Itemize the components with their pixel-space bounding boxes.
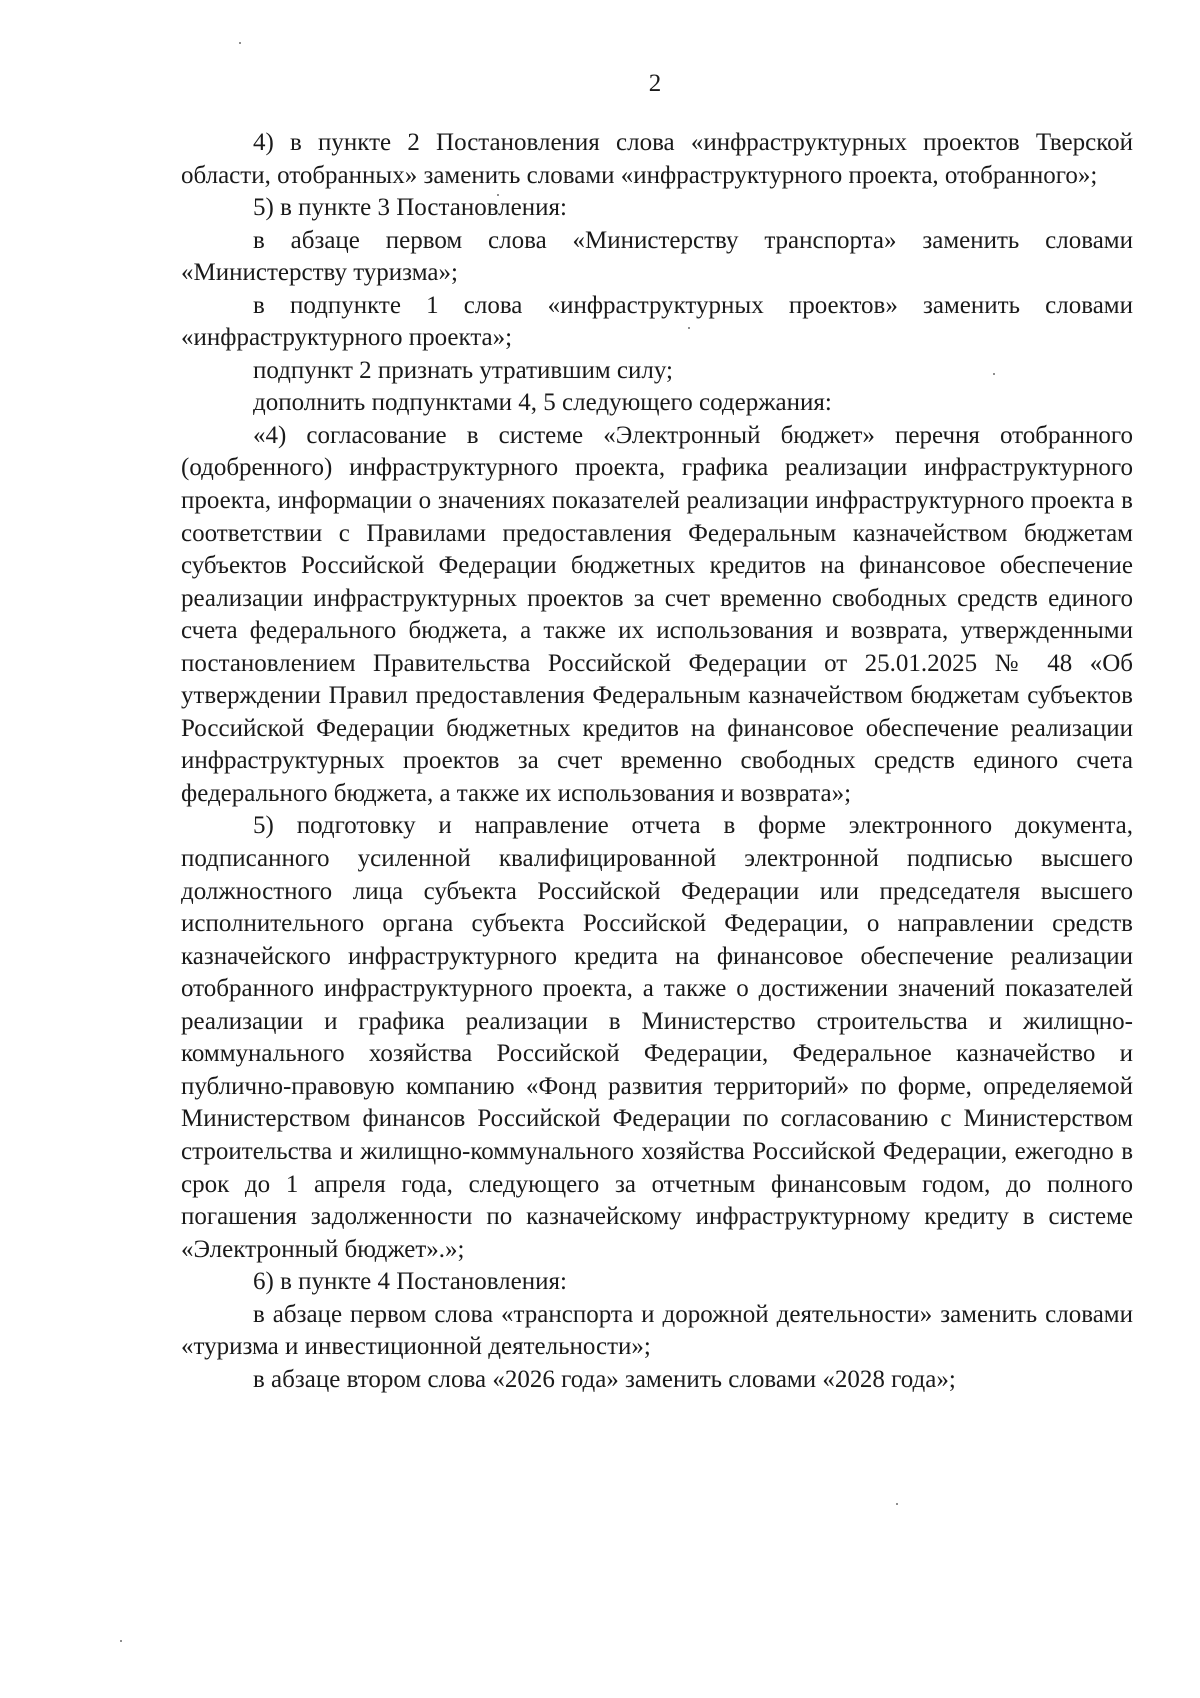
scan-speck: [239, 42, 241, 44]
page-number: 2: [648, 70, 662, 97]
document-body: [181, 127, 1133, 1396]
scan-speck: [896, 1503, 898, 1505]
paragraph-new-subitem-5: 5) подготовку и направление отчета в форме электронного документа, подписанного усиленной квалифицированной электронной подписью высшего должностного лица субъекта Российской Федерации или председателя высшего исполнительного органа субъекта Российской Федерации, о направлении средств казначейского инфраструктурного кредита на финансовое обеспечение реализации отобранного инфраструктурного проекта, а также о достижении значений показателей реализации и графика реализации в Министерство строительства и жилищно-коммунального хозяйства Российской Федерации, Федеральное казначейство и публично-правовую компанию «Фонд развития территорий» по форме, определяемой Министерством финансов Российской Федерации по согласованию с Министерством строительства и жилищно-коммунального хозяйства Российской Федерации, ежегодно в срок до 1 апреля года, следующего за отчетным финансовым годом, до полного погашения задолженности по казначейскому инфраструктурному кредиту в системе «Электронный бюджет».»;: [181, 812, 1133, 1263]
paragraph-item-5-supplement: дополнить подпунктами 4, 5 следующего содержания:: [253, 389, 832, 417]
paragraph-item-6-indent-1: в абзаце первом слова «транспорта и дорожной деятельности» заменить словами «туризма и инвестиционной деятельности»;: [181, 1300, 1133, 1361]
paragraph-item-5-subitem-2: подпункт 2 признать утратившим силу;: [253, 356, 673, 384]
paragraph-item-4: 4) в пункте 2 Постановления слова «инфраструктурных проектов Тверской области, отобранных» заменить словами «инфраструктурного проекта, отобранного»;: [181, 129, 1133, 189]
paragraph-item-5-indent-1: в абзаце первом слова «Министерству транспорта» заменить словами «Министерству туризма»;: [181, 226, 1133, 287]
paragraph-item-6: 6) в пункте 4 Постановления:: [253, 1268, 567, 1296]
paragraph-item-5: 5) в пункте 3 Постановления:: [253, 194, 567, 222]
scan-speck: [120, 1640, 122, 1642]
paragraph-new-subitem-4: «4) согласование в системе «Электронный бюджет» перечня отобранного (одобренного) инфраструктурного проекта, графика реализации инфраструктурного проекта, информации о значениях показателей реализации инфраструктурного проекта в соответствии с Правилами предоставления Федеральным казначейством бюджетам субъектов Российской Федерации бюджетных кредитов на финансовое обеспечение реализации инфраструктурных проектов за счет временно свободных средств единого счета федерального бюджета, а также их использования и возврата, утвержденными постановлением Правительства Российской Федерации от 25.01.2025 № 48 «Об утверждении Правил предоставления Федеральным казначейством бюджетам субъектов Российской Федерации бюджетных кредитов на финансовое обеспечение реализации инфраструктурных проектов за счет временно свободных средств единого счета федерального бюджета, а также их использования и возврата»;: [181, 421, 1133, 807]
paragraph-item-6-indent-2: в абзаце втором слова «2026 года» заменить словами «2028 года»;: [253, 1365, 956, 1393]
paragraph-item-5-subitem-1: в подпункте 1 слова «инфраструктурных проектов» заменить словами «инфраструктурного проекта»;: [181, 291, 1133, 352]
